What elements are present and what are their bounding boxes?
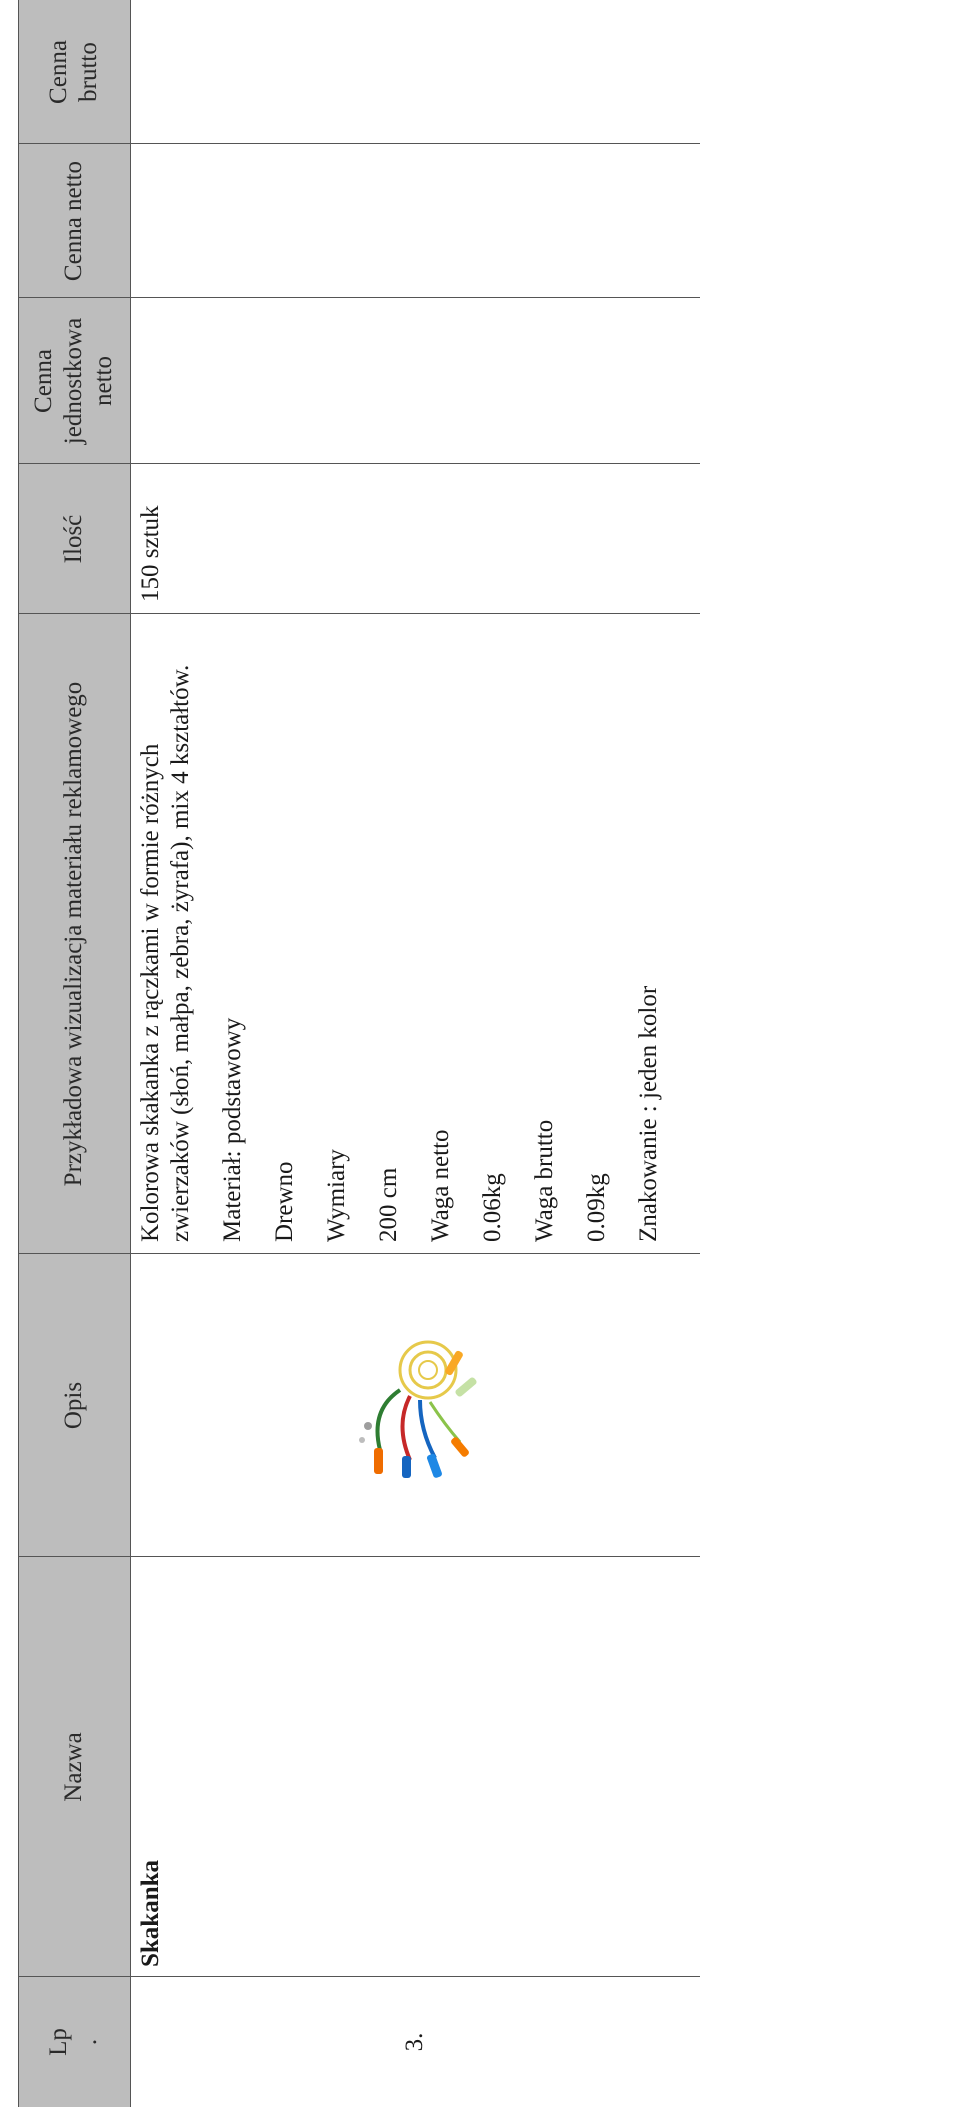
row-cena-jednostkowa <box>130 298 700 464</box>
row-description <box>130 614 700 1254</box>
row-cena-brutto <box>130 0 700 144</box>
header-cena-jednostkowa: Cenna jednostkowa netto <box>18 298 130 464</box>
description-line: Waga brutto <box>531 1119 558 1242</box>
description-line: 0.09kg <box>583 1173 610 1242</box>
description-line: Kolorowa skakanka z rączkami w formie różnych zwierzaków (słoń, małpa, zebra, żyrafa), mix 4 kształtów. <box>137 664 194 1242</box>
table-header-divider <box>130 0 131 2107</box>
column-divider <box>18 463 700 464</box>
header-lp <box>18 1977 130 2107</box>
column-divider <box>18 613 700 614</box>
description-line: Znakowanie : jeden kolor <box>635 985 662 1242</box>
column-divider <box>18 1556 700 1557</box>
column-divider <box>18 1976 700 1977</box>
header-lp-dot: . <box>75 2038 102 2046</box>
description-line: Drewno <box>271 1161 298 1242</box>
row-lp: 3. <box>401 2032 428 2052</box>
row-cena-netto <box>130 144 700 298</box>
header-ilosc: Ilość <box>18 464 130 614</box>
row-ilosc: 150 sztuk <box>137 505 164 602</box>
description-line: 200 cm <box>375 1167 402 1242</box>
header-cena-brutto: Cenna brutto <box>18 0 130 144</box>
header-opis: Opis <box>18 1254 130 1557</box>
header-cena-netto: Cenna netto <box>18 144 130 298</box>
description-line: 0.06kg <box>479 1173 506 1242</box>
description-line: Wymiary <box>323 1149 350 1242</box>
skipping-rope-icon <box>340 1331 490 1481</box>
row-nazwa: Skakanka <box>137 1859 164 1967</box>
column-divider <box>18 143 700 144</box>
column-divider <box>18 1253 700 1254</box>
header-lp-label: Lp <box>45 2028 72 2056</box>
description-line: Waga netto <box>427 1129 454 1242</box>
table-border-top <box>18 0 19 2107</box>
header-nazwa: Nazwa <box>18 1557 130 1977</box>
description-line: Materiał: podstawowy <box>219 1017 246 1242</box>
column-divider <box>18 297 700 298</box>
header-wizualizacja: Przykładowa wizualizacja materiału reklamowego <box>18 614 130 1254</box>
row-opis <box>130 1254 700 1557</box>
